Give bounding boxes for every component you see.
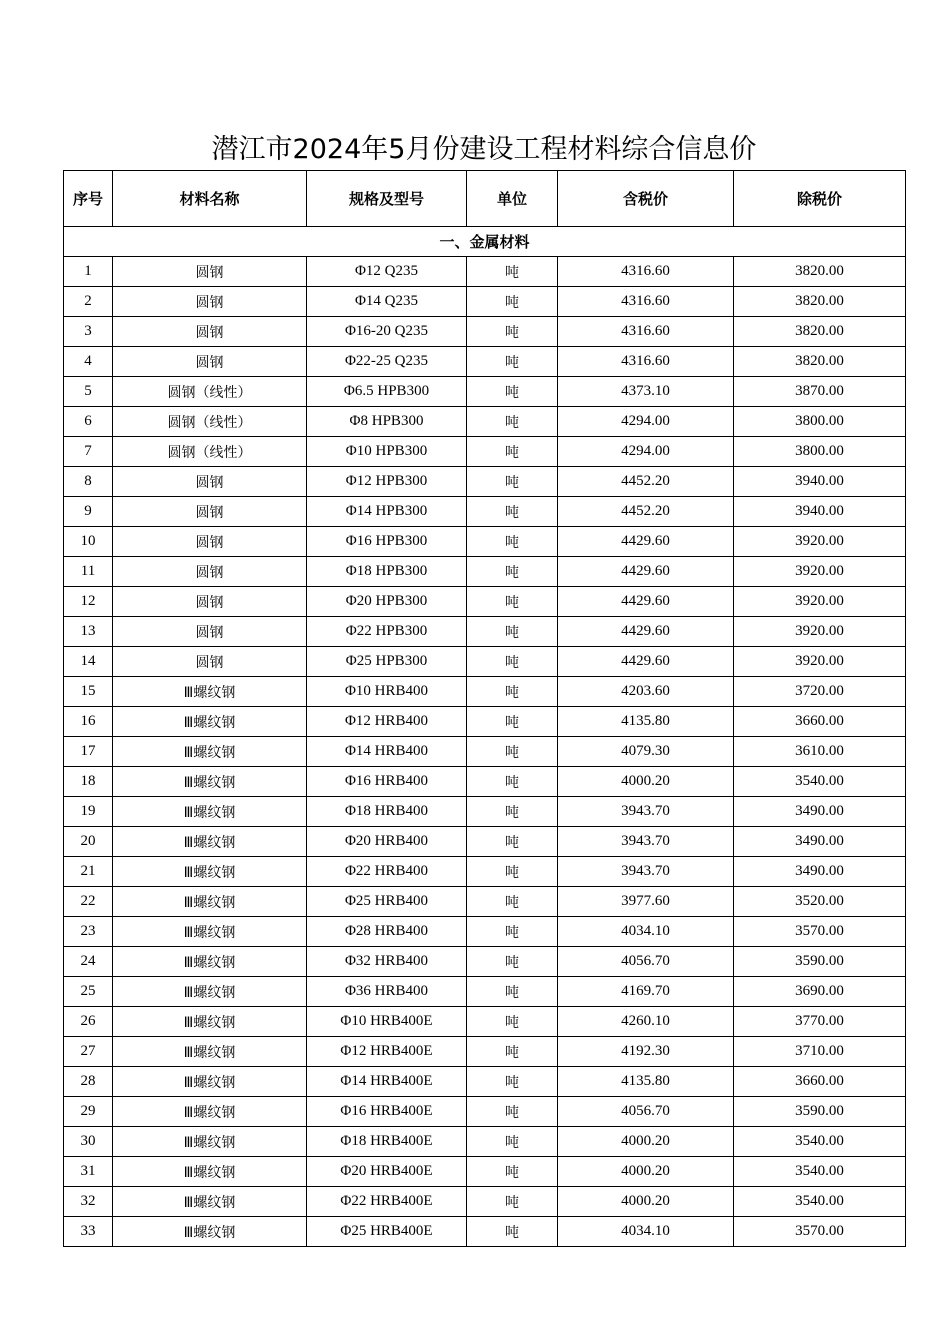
cell-price-tax-incl: 4316.60 bbox=[558, 257, 734, 287]
cell-price-tax-incl: 4000.20 bbox=[558, 767, 734, 797]
cell-spec: Φ22 HRB400E bbox=[307, 1187, 467, 1217]
cell-index: 20 bbox=[64, 827, 113, 857]
cell-spec: Φ10 HPB300 bbox=[307, 437, 467, 467]
cell-price-tax-excl: 3540.00 bbox=[734, 767, 906, 797]
cell-unit: 吨 bbox=[467, 257, 558, 287]
cell-price-tax-incl: 4169.70 bbox=[558, 977, 734, 1007]
cell-price-tax-incl: 4135.80 bbox=[558, 707, 734, 737]
table-row bbox=[64, 257, 906, 287]
cell-index: 30 bbox=[64, 1127, 113, 1157]
cell-unit: 吨 bbox=[467, 1127, 558, 1157]
table-row bbox=[64, 377, 906, 407]
cell-spec: Φ12 HPB300 bbox=[307, 467, 467, 497]
table-row bbox=[64, 497, 906, 527]
cell-unit: 吨 bbox=[467, 1037, 558, 1067]
cell-index: 15 bbox=[64, 677, 113, 707]
cell-price-tax-incl: 4192.30 bbox=[558, 1037, 734, 1067]
cell-spec: Φ16 HPB300 bbox=[307, 527, 467, 557]
cell-spec: Φ18 HRB400E bbox=[307, 1127, 467, 1157]
cell-price-tax-incl: 4000.20 bbox=[558, 1127, 734, 1157]
cell-material-name: 圆钢 bbox=[113, 467, 307, 497]
cell-price-tax-incl: 4056.70 bbox=[558, 1097, 734, 1127]
cell-material-name: 圆钢 bbox=[113, 347, 307, 377]
cell-price-tax-incl: 4316.60 bbox=[558, 317, 734, 347]
cell-unit: 吨 bbox=[467, 587, 558, 617]
cell-price-tax-excl: 3540.00 bbox=[734, 1127, 906, 1157]
cell-spec: Φ14 HRB400 bbox=[307, 737, 467, 767]
cell-price-tax-incl: 4452.20 bbox=[558, 467, 734, 497]
cell-price-tax-excl: 3710.00 bbox=[734, 1037, 906, 1067]
cell-unit: 吨 bbox=[467, 467, 558, 497]
cell-spec: Φ18 HPB300 bbox=[307, 557, 467, 587]
cell-unit: 吨 bbox=[467, 647, 558, 677]
cell-index: 13 bbox=[64, 617, 113, 647]
cell-material-name: 圆钢 bbox=[113, 497, 307, 527]
cell-unit: 吨 bbox=[467, 737, 558, 767]
cell-index: 28 bbox=[64, 1067, 113, 1097]
cell-material-name: Ⅲ螺纹钢 bbox=[113, 1157, 307, 1187]
cell-price-tax-incl: 4000.20 bbox=[558, 1157, 734, 1187]
cell-unit: 吨 bbox=[467, 1007, 558, 1037]
cell-price-tax-incl: 4316.60 bbox=[558, 287, 734, 317]
cell-spec: Φ16-20 Q235 bbox=[307, 317, 467, 347]
cell-price-tax-excl: 3570.00 bbox=[734, 1217, 906, 1247]
table-row bbox=[64, 1097, 906, 1127]
cell-spec: Φ6.5 HPB300 bbox=[307, 377, 467, 407]
cell-spec: Φ14 Q235 bbox=[307, 287, 467, 317]
cell-price-tax-incl: 4135.80 bbox=[558, 1067, 734, 1097]
cell-price-tax-excl: 3490.00 bbox=[734, 797, 906, 827]
cell-spec: Φ20 HPB300 bbox=[307, 587, 467, 617]
cell-index: 9 bbox=[64, 497, 113, 527]
cell-material-name: Ⅲ螺纹钢 bbox=[113, 767, 307, 797]
cell-spec: Φ12 HRB400 bbox=[307, 707, 467, 737]
cell-spec: Φ22-25 Q235 bbox=[307, 347, 467, 377]
cell-price-tax-excl: 3590.00 bbox=[734, 947, 906, 977]
cell-spec: Φ22 HRB400 bbox=[307, 857, 467, 887]
table-row bbox=[64, 527, 906, 557]
cell-price-tax-excl: 3820.00 bbox=[734, 287, 906, 317]
cell-material-name: 圆钢（线性） bbox=[113, 437, 307, 467]
cell-unit: 吨 bbox=[467, 767, 558, 797]
cell-unit: 吨 bbox=[467, 557, 558, 587]
cell-spec: Φ8 HPB300 bbox=[307, 407, 467, 437]
cell-price-tax-excl: 3490.00 bbox=[734, 857, 906, 887]
cell-price-tax-incl: 4079.30 bbox=[558, 737, 734, 767]
cell-spec: Φ22 HPB300 bbox=[307, 617, 467, 647]
cell-material-name: 圆钢 bbox=[113, 257, 307, 287]
section-title: 一、金属材料 bbox=[64, 227, 906, 257]
cell-price-tax-incl: 4373.10 bbox=[558, 377, 734, 407]
table-row bbox=[64, 287, 906, 317]
header-index: 序号 bbox=[64, 171, 113, 227]
cell-index: 2 bbox=[64, 287, 113, 317]
cell-index: 1 bbox=[64, 257, 113, 287]
cell-index: 26 bbox=[64, 1007, 113, 1037]
cell-price-tax-incl: 4316.60 bbox=[558, 347, 734, 377]
cell-index: 7 bbox=[64, 437, 113, 467]
table-row bbox=[64, 647, 906, 677]
table-row bbox=[64, 797, 906, 827]
cell-index: 22 bbox=[64, 887, 113, 917]
cell-index: 18 bbox=[64, 767, 113, 797]
cell-index: 17 bbox=[64, 737, 113, 767]
cell-price-tax-excl: 3660.00 bbox=[734, 1067, 906, 1097]
table-row bbox=[64, 1157, 906, 1187]
cell-material-name: Ⅲ螺纹钢 bbox=[113, 1037, 307, 1067]
cell-unit: 吨 bbox=[467, 857, 558, 887]
table-row bbox=[64, 827, 906, 857]
header-unit: 单位 bbox=[467, 171, 558, 227]
table-row bbox=[64, 707, 906, 737]
cell-material-name: Ⅲ螺纹钢 bbox=[113, 1127, 307, 1157]
table-row bbox=[64, 977, 906, 1007]
cell-index: 27 bbox=[64, 1037, 113, 1067]
cell-price-tax-excl: 3540.00 bbox=[734, 1187, 906, 1217]
cell-index: 33 bbox=[64, 1217, 113, 1247]
table-row bbox=[64, 617, 906, 647]
cell-price-tax-excl: 3660.00 bbox=[734, 707, 906, 737]
cell-spec: Φ20 HRB400 bbox=[307, 827, 467, 857]
cell-unit: 吨 bbox=[467, 617, 558, 647]
cell-index: 32 bbox=[64, 1187, 113, 1217]
cell-unit: 吨 bbox=[467, 677, 558, 707]
cell-material-name: 圆钢 bbox=[113, 617, 307, 647]
table-row bbox=[64, 887, 906, 917]
cell-unit: 吨 bbox=[467, 887, 558, 917]
header-row bbox=[64, 171, 906, 227]
table-row bbox=[64, 1127, 906, 1157]
cell-index: 19 bbox=[64, 797, 113, 827]
cell-index: 16 bbox=[64, 707, 113, 737]
cell-price-tax-excl: 3920.00 bbox=[734, 647, 906, 677]
cell-material-name: 圆钢（线性） bbox=[113, 377, 307, 407]
cell-material-name: 圆钢 bbox=[113, 527, 307, 557]
header-material-name: 材料名称 bbox=[113, 171, 307, 227]
cell-spec: Φ25 HRB400 bbox=[307, 887, 467, 917]
cell-unit: 吨 bbox=[467, 377, 558, 407]
cell-index: 31 bbox=[64, 1157, 113, 1187]
cell-material-name: Ⅲ螺纹钢 bbox=[113, 1007, 307, 1037]
cell-index: 24 bbox=[64, 947, 113, 977]
cell-price-tax-excl: 3820.00 bbox=[734, 317, 906, 347]
cell-unit: 吨 bbox=[467, 917, 558, 947]
cell-spec: Φ32 HRB400 bbox=[307, 947, 467, 977]
cell-index: 10 bbox=[64, 527, 113, 557]
cell-material-name: Ⅲ螺纹钢 bbox=[113, 887, 307, 917]
cell-price-tax-excl: 3690.00 bbox=[734, 977, 906, 1007]
cell-material-name: 圆钢 bbox=[113, 647, 307, 677]
cell-price-tax-excl: 3920.00 bbox=[734, 527, 906, 557]
cell-material-name: Ⅲ螺纹钢 bbox=[113, 797, 307, 827]
table-row bbox=[64, 587, 906, 617]
cell-price-tax-excl: 3490.00 bbox=[734, 827, 906, 857]
cell-unit: 吨 bbox=[467, 947, 558, 977]
cell-index: 21 bbox=[64, 857, 113, 887]
cell-price-tax-excl: 3820.00 bbox=[734, 347, 906, 377]
cell-price-tax-incl: 3943.70 bbox=[558, 857, 734, 887]
cell-price-tax-excl: 3920.00 bbox=[734, 617, 906, 647]
cell-material-name: Ⅲ螺纹钢 bbox=[113, 857, 307, 887]
cell-index: 11 bbox=[64, 557, 113, 587]
cell-price-tax-excl: 3940.00 bbox=[734, 467, 906, 497]
table-row bbox=[64, 1007, 906, 1037]
table-row bbox=[64, 1217, 906, 1247]
cell-spec: Φ25 HPB300 bbox=[307, 647, 467, 677]
table-row bbox=[64, 347, 906, 377]
table-row bbox=[64, 407, 906, 437]
cell-unit: 吨 bbox=[467, 407, 558, 437]
cell-index: 12 bbox=[64, 587, 113, 617]
cell-price-tax-incl: 4056.70 bbox=[558, 947, 734, 977]
cell-material-name: Ⅲ螺纹钢 bbox=[113, 737, 307, 767]
cell-price-tax-incl: 4294.00 bbox=[558, 437, 734, 467]
cell-spec: Φ16 HRB400E bbox=[307, 1097, 467, 1127]
cell-spec: Φ10 HRB400 bbox=[307, 677, 467, 707]
cell-unit: 吨 bbox=[467, 437, 558, 467]
cell-price-tax-excl: 3570.00 bbox=[734, 917, 906, 947]
cell-unit: 吨 bbox=[467, 1217, 558, 1247]
cell-price-tax-incl: 4294.00 bbox=[558, 407, 734, 437]
cell-index: 4 bbox=[64, 347, 113, 377]
cell-spec: Φ25 HRB400E bbox=[307, 1217, 467, 1247]
cell-unit: 吨 bbox=[467, 497, 558, 527]
table-row bbox=[64, 857, 906, 887]
cell-price-tax-incl: 4000.20 bbox=[558, 1187, 734, 1217]
cell-price-tax-incl: 4429.60 bbox=[558, 647, 734, 677]
cell-price-tax-excl: 3920.00 bbox=[734, 557, 906, 587]
cell-index: 3 bbox=[64, 317, 113, 347]
cell-unit: 吨 bbox=[467, 527, 558, 557]
cell-material-name: 圆钢（线性） bbox=[113, 407, 307, 437]
cell-spec: Φ14 HRB400E bbox=[307, 1067, 467, 1097]
cell-unit: 吨 bbox=[467, 317, 558, 347]
cell-unit: 吨 bbox=[467, 797, 558, 827]
cell-price-tax-excl: 3820.00 bbox=[734, 257, 906, 287]
cell-material-name: 圆钢 bbox=[113, 587, 307, 617]
header-price-tax-incl: 含税价 bbox=[558, 171, 734, 227]
table-row bbox=[64, 557, 906, 587]
cell-price-tax-excl: 3800.00 bbox=[734, 407, 906, 437]
table-row bbox=[64, 737, 906, 767]
cell-price-tax-incl: 4429.60 bbox=[558, 617, 734, 647]
cell-material-name: 圆钢 bbox=[113, 317, 307, 347]
cell-spec: Φ12 HRB400E bbox=[307, 1037, 467, 1067]
cell-price-tax-incl: 4034.10 bbox=[558, 1217, 734, 1247]
table-row bbox=[64, 917, 906, 947]
cell-price-tax-incl: 3943.70 bbox=[558, 827, 734, 857]
cell-material-name: Ⅲ螺纹钢 bbox=[113, 1067, 307, 1097]
cell-material-name: Ⅲ螺纹钢 bbox=[113, 917, 307, 947]
cell-index: 14 bbox=[64, 647, 113, 677]
table-row bbox=[64, 1187, 906, 1217]
cell-material-name: Ⅲ螺纹钢 bbox=[113, 1187, 307, 1217]
cell-material-name: 圆钢 bbox=[113, 557, 307, 587]
cell-material-name: Ⅲ螺纹钢 bbox=[113, 827, 307, 857]
cell-unit: 吨 bbox=[467, 977, 558, 1007]
cell-material-name: Ⅲ螺纹钢 bbox=[113, 947, 307, 977]
cell-price-tax-incl: 4260.10 bbox=[558, 1007, 734, 1037]
cell-price-tax-excl: 3770.00 bbox=[734, 1007, 906, 1037]
table-row bbox=[64, 767, 906, 797]
cell-index: 8 bbox=[64, 467, 113, 497]
section-row bbox=[64, 227, 906, 257]
cell-spec: Φ14 HPB300 bbox=[307, 497, 467, 527]
table-row bbox=[64, 1037, 906, 1067]
table-row bbox=[64, 467, 906, 497]
cell-price-tax-incl: 4452.20 bbox=[558, 497, 734, 527]
cell-price-tax-excl: 3540.00 bbox=[734, 1157, 906, 1187]
cell-unit: 吨 bbox=[467, 707, 558, 737]
cell-price-tax-incl: 4203.60 bbox=[558, 677, 734, 707]
cell-price-tax-incl: 3977.60 bbox=[558, 887, 734, 917]
cell-material-name: Ⅲ螺纹钢 bbox=[113, 707, 307, 737]
cell-unit: 吨 bbox=[467, 287, 558, 317]
cell-price-tax-incl: 4429.60 bbox=[558, 587, 734, 617]
table-row bbox=[64, 317, 906, 347]
cell-price-tax-excl: 3720.00 bbox=[734, 677, 906, 707]
cell-index: 5 bbox=[64, 377, 113, 407]
cell-index: 25 bbox=[64, 977, 113, 1007]
cell-price-tax-incl: 4429.60 bbox=[558, 527, 734, 557]
cell-price-tax-excl: 3920.00 bbox=[734, 587, 906, 617]
header-price-tax-excl: 除税价 bbox=[734, 171, 906, 227]
table-row bbox=[64, 1067, 906, 1097]
cell-material-name: Ⅲ螺纹钢 bbox=[113, 677, 307, 707]
cell-unit: 吨 bbox=[467, 1097, 558, 1127]
cell-unit: 吨 bbox=[467, 1157, 558, 1187]
cell-price-tax-excl: 3800.00 bbox=[734, 437, 906, 467]
cell-spec: Φ36 HRB400 bbox=[307, 977, 467, 1007]
cell-spec: Φ28 HRB400 bbox=[307, 917, 467, 947]
cell-price-tax-excl: 3590.00 bbox=[734, 1097, 906, 1127]
cell-index: 6 bbox=[64, 407, 113, 437]
cell-material-name: Ⅲ螺纹钢 bbox=[113, 1217, 307, 1247]
page-title: 潜江市2024年5月份建设工程材料综合信息价 bbox=[211, 134, 757, 165]
cell-price-tax-excl: 3610.00 bbox=[734, 737, 906, 767]
header-spec: 规格及型号 bbox=[307, 171, 467, 227]
cell-spec: Φ16 HRB400 bbox=[307, 767, 467, 797]
table-row bbox=[64, 947, 906, 977]
cell-material-name: 圆钢 bbox=[113, 287, 307, 317]
cell-price-tax-excl: 3940.00 bbox=[734, 497, 906, 527]
cell-spec: Φ12 Q235 bbox=[307, 257, 467, 287]
price-table bbox=[63, 170, 906, 1247]
cell-price-tax-incl: 3943.70 bbox=[558, 797, 734, 827]
cell-unit: 吨 bbox=[467, 1187, 558, 1217]
cell-price-tax-excl: 3870.00 bbox=[734, 377, 906, 407]
cell-index: 29 bbox=[64, 1097, 113, 1127]
cell-spec: Φ10 HRB400E bbox=[307, 1007, 467, 1037]
cell-unit: 吨 bbox=[467, 347, 558, 377]
table-row bbox=[64, 437, 906, 467]
table-row bbox=[64, 677, 906, 707]
cell-price-tax-incl: 4034.10 bbox=[558, 917, 734, 947]
cell-price-tax-excl: 3520.00 bbox=[734, 887, 906, 917]
cell-price-tax-incl: 4429.60 bbox=[558, 557, 734, 587]
cell-spec: Φ20 HRB400E bbox=[307, 1157, 467, 1187]
cell-index: 23 bbox=[64, 917, 113, 947]
cell-unit: 吨 bbox=[467, 827, 558, 857]
cell-unit: 吨 bbox=[467, 1067, 558, 1097]
cell-spec: Φ18 HRB400 bbox=[307, 797, 467, 827]
cell-material-name: Ⅲ螺纹钢 bbox=[113, 977, 307, 1007]
cell-material-name: Ⅲ螺纹钢 bbox=[113, 1097, 307, 1127]
